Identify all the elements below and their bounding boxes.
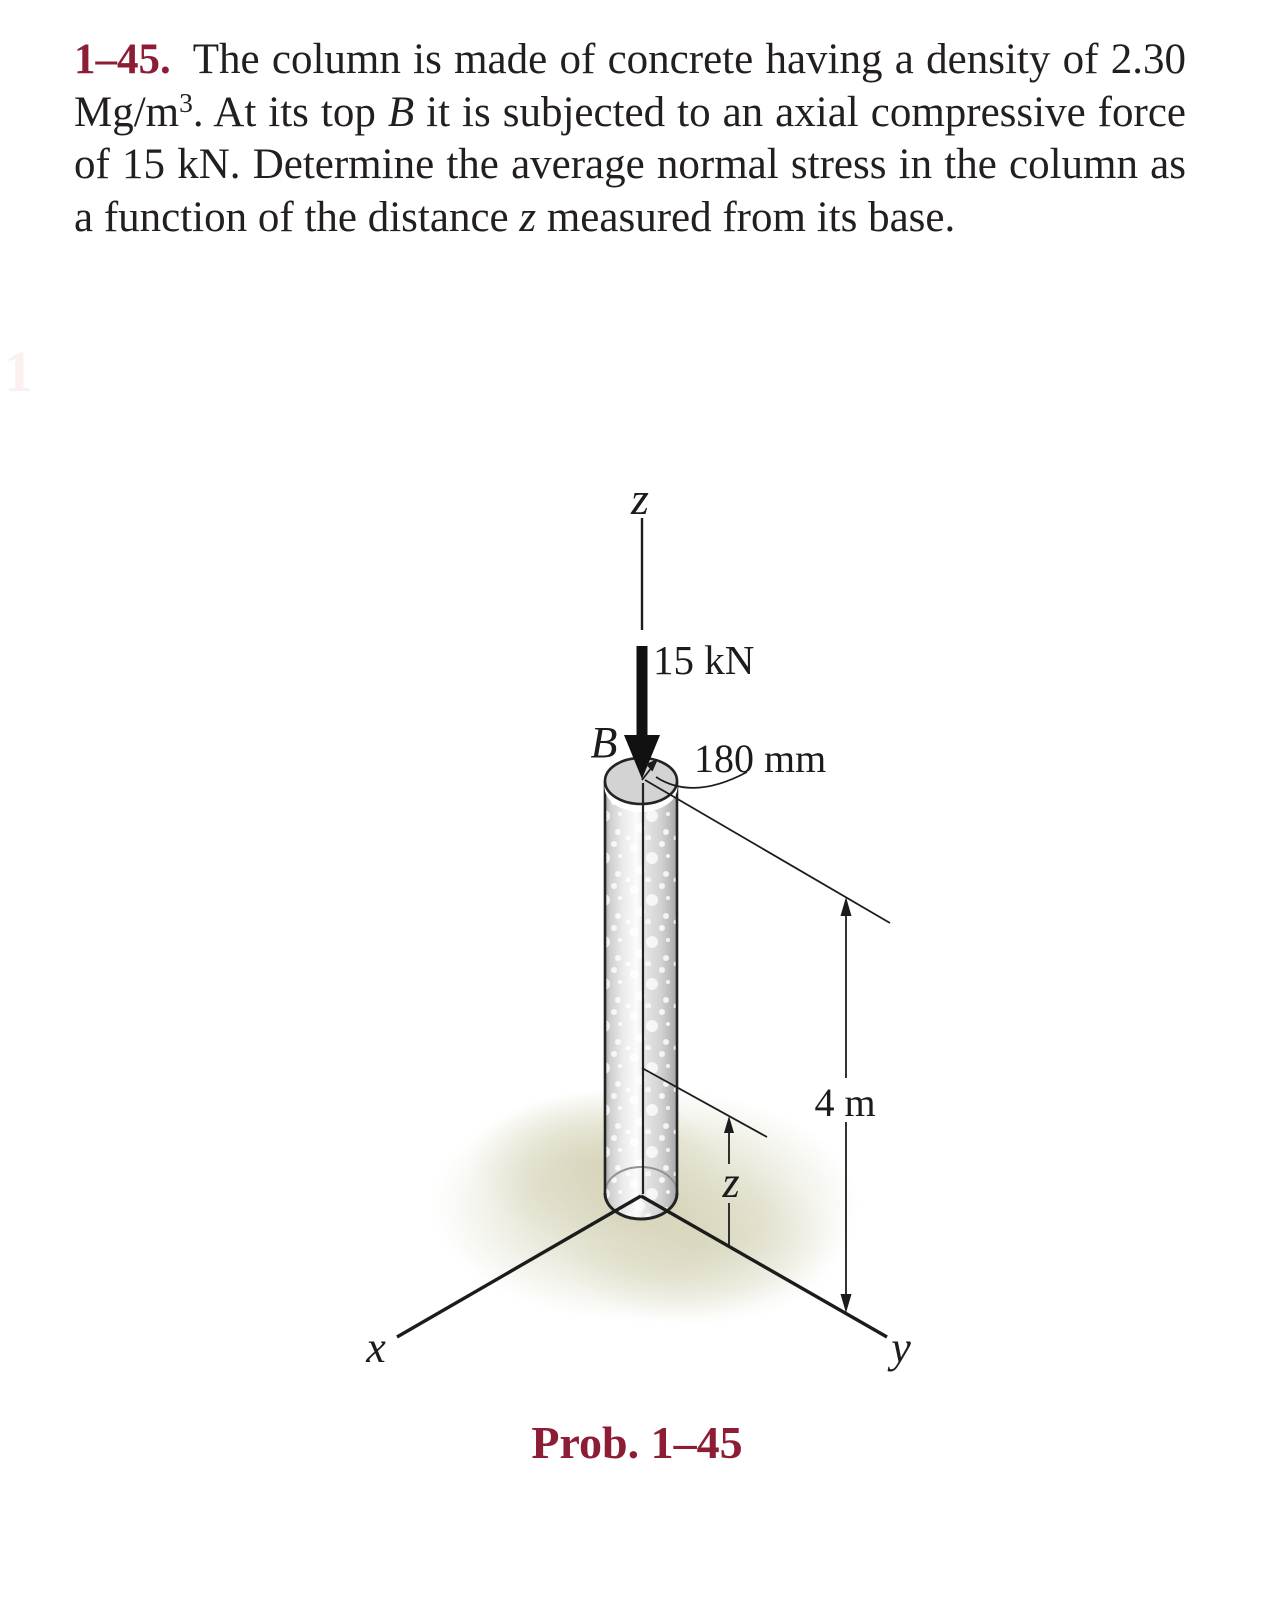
y-axis-label: y [891,1323,911,1372]
problem-text-4: measured from its base. [536,193,956,241]
height-label: 4 m [814,1080,876,1125]
print-artifact: 1 [4,339,33,404]
point-b-label: B [590,718,618,767]
problem-text-3: it is subjected to an axial compressive force of 15 kN. Determine the average normal stress in the column as a function of the distance [74,88,1186,241]
problem-text-2: . At its top [192,88,388,136]
variable-z: z [519,193,537,241]
z-distance-label: z [722,1158,740,1207]
column-cylinder [605,758,678,1219]
variable-B: B [387,88,415,136]
diameter-label: 180 mm [694,736,827,781]
problem-number: 1–45. [74,36,171,83]
exponent: 3 [179,86,193,118]
z-axis-label: z [631,473,649,524]
problem-text-1: The column is made of concrete having a density of 2.30 Mg/m [74,36,1186,136]
force-label: 15 kN [653,637,755,683]
top-extension-line [645,780,890,923]
x-axis-label: x [366,1323,386,1372]
figure-caption: Prob. 1–45 [531,1417,743,1468]
